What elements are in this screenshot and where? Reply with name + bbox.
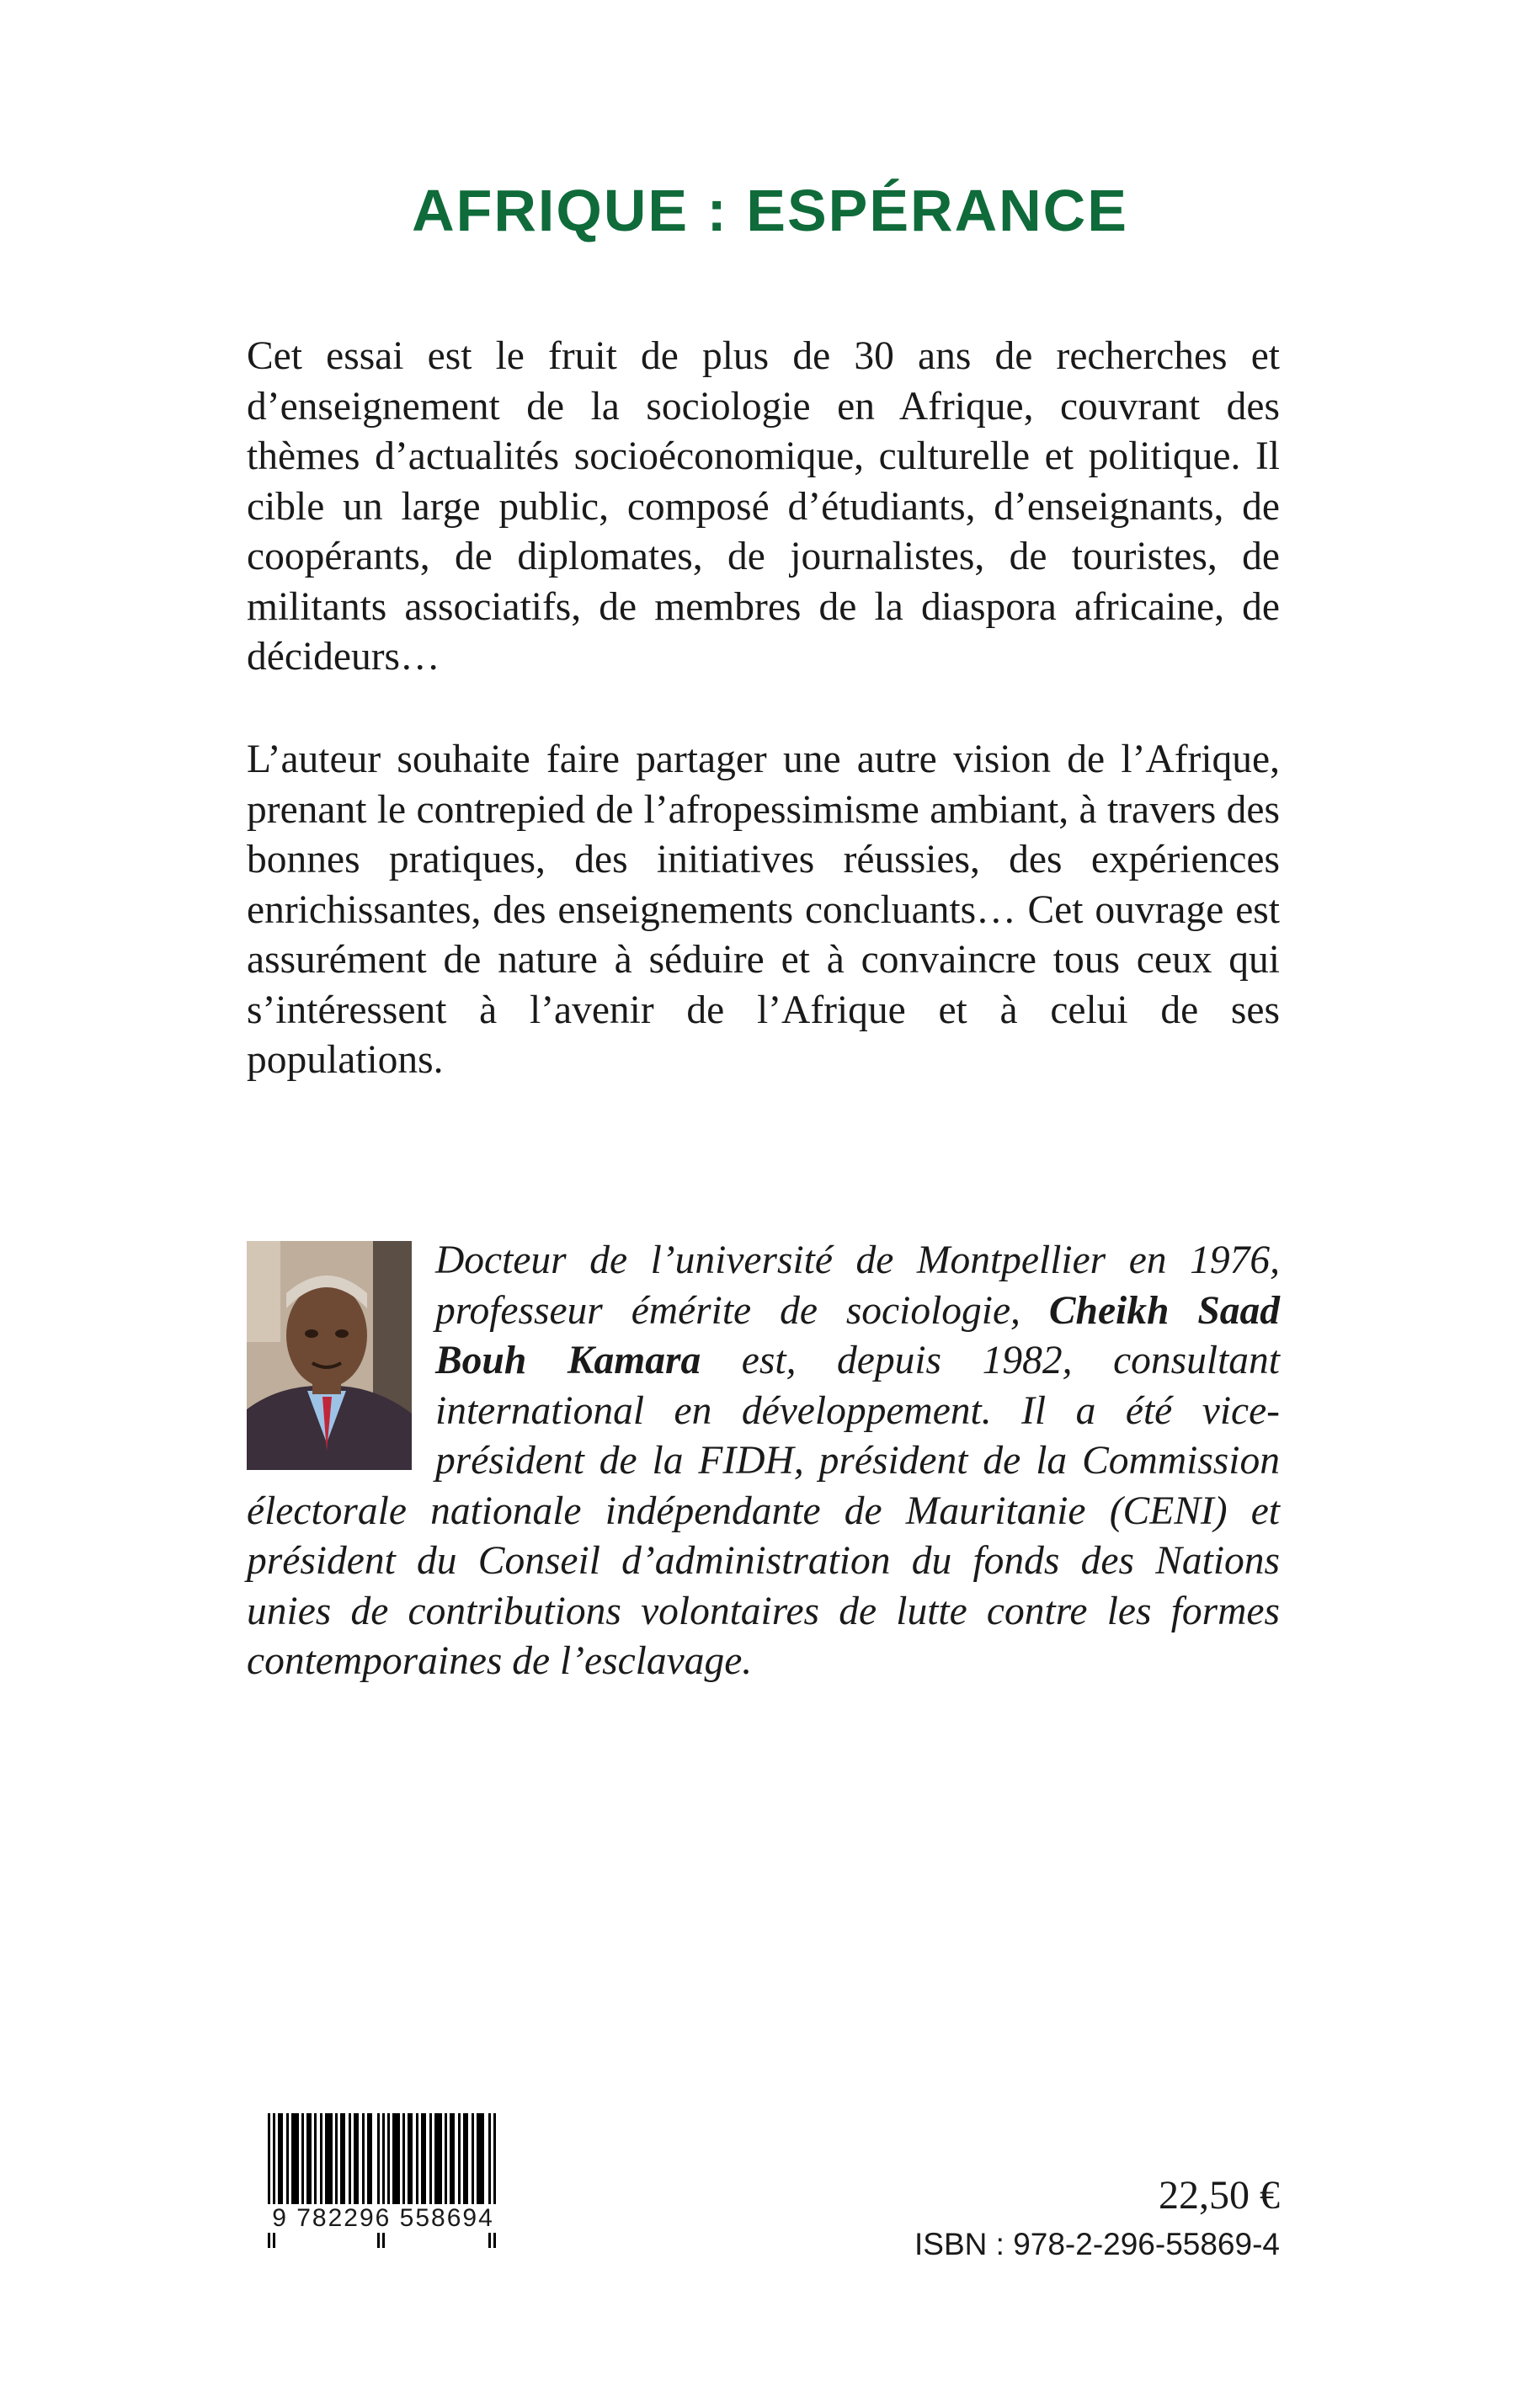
description-paragraph-2: L’auteur souhaite faire partager une autre vision de l’Afrique, prenant le contrepied de l’afropessimisme ambiant, à travers des bonnes pratiques, des initiatives réussies, des expériences enrichissantes, des enseignements concluants… Cet ouvrage est assurément de nature à séduire et à convaincre tous ceux qui s’intéressent à l’avenir de l’Afrique et à celui de ses populations.	[247, 738, 1280, 1082]
description-paragraph-1: Cet essai est le fruit de plus de 30 ans de recherches et d’enseignement de la sociologie en Afrique, couvrant des thèmes d’actualités socioéconomique, culturelle et politique. Il cible un large public, composé d’étudiants, d’enseignants, de coopérants, de diplomates, de journalistes, de touristes, de militants associatifs, de membres de la diaspora africaine, de décideurs…	[247, 334, 1280, 679]
isbn: ISBN : 978-2-296-55869-4	[914, 2227, 1280, 2261]
author-section	[247, 1236, 1280, 1687]
author-bio-intro: Docteur de l’université de Montpellier en 1976, professeur émérite de sociologie,	[435, 1238, 1280, 1333]
author-photo	[247, 1241, 412, 1470]
price: 22,50 €	[1159, 2173, 1280, 2218]
author-bio-details: est, depuis 1982, consultant international en développement. Il a été vice-président de la FIDH, président de la Commission électorale nationale indépendante de Mauritanie (CENI) et président du Conseil d’administration du fonds des Nations unies de contributions volontaires de lutte contre les formes contemporaines de l’esclavage.	[247, 1339, 1280, 1683]
book-title: AFRIQUE : ESPÉRANCE	[412, 178, 1128, 243]
barcode-number: 9 782296 558694	[253, 2204, 514, 2233]
author-name: Cheikh Saad Bouh Kamara	[435, 1288, 1280, 1382]
